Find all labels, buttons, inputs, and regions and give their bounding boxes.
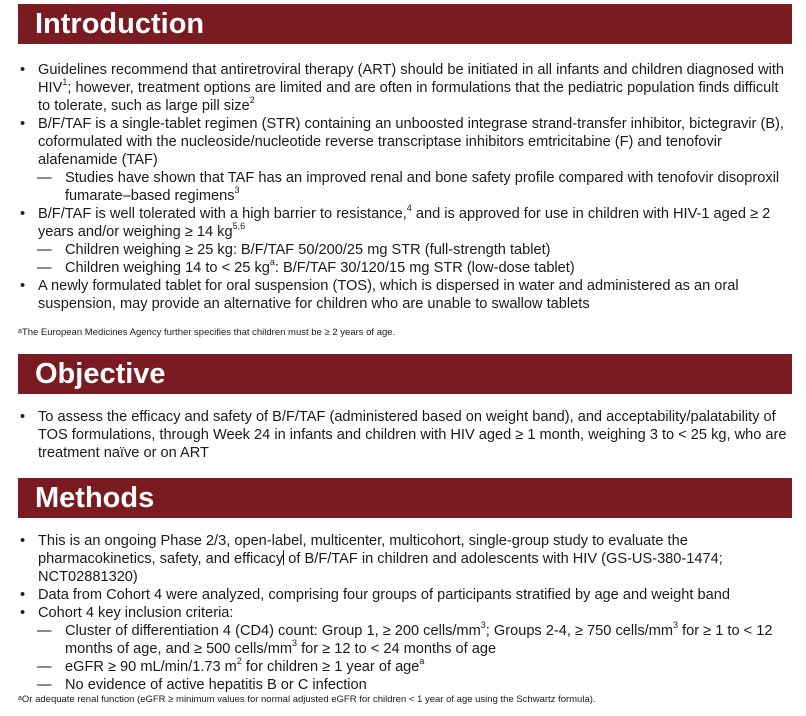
dash-icon: — bbox=[37, 260, 52, 276]
bullet-icon: • bbox=[20, 206, 26, 222]
bullet-icon: • bbox=[20, 605, 26, 621]
list-item: • This is an ongoing Phase 2/3, open-label, multicenter, multicohort, single-group study to evaluate the pharmacokinetics, safety, and efficacy of B/F/TAF in children and adolescents with HIV (GS-US-380-1474; NCT02881320) bbox=[20, 533, 723, 585]
methods-body bbox=[18, 532, 794, 694]
objective-banner bbox=[18, 354, 792, 394]
dash-icon: — bbox=[37, 659, 52, 675]
objective-body bbox=[18, 408, 794, 462]
sub-list-item: — Cluster of differentiation 4 (CD4) count: Group 1, ≥ 200 cells/$mm^3$; Groups 2-4, ≥ 750 cells/$mm^3$ for ≥ 1 to < 12 months of age, and ≥ 500 cells/$mm^3$ for ≥ 12 to < 24 months of age bbox=[37, 620, 773, 657]
dash-icon: — bbox=[37, 170, 52, 186]
methods-banner bbox=[18, 478, 792, 518]
list-item: • A newly formulated tablet for oral suspension (TOS), which is dispersed in water and administered as an oral suspension, may provide an alternative for children who are unable to swallow tablets bbox=[20, 278, 739, 312]
introduction-body bbox=[18, 61, 794, 313]
sub-list-item: — No evidence of active hepatitis B or C infection bbox=[37, 677, 367, 693]
list-item: • B/F/TAF is a single-tablet regimen (STR) containing an unboosted integrase strand-transfer inhibitor, bictegravir (B), coformulated with the nucleoside/nucleotide reverse transcriptase inhibitors emtricitabine (F) and tenofovir alafenamide (TAF) bbox=[20, 116, 784, 168]
introduction-footnote: $^a$The European Medicines Agency further specifies that children must be ≥ 2 years of age. bbox=[18, 327, 396, 338]
bullet-icon: • bbox=[20, 278, 26, 294]
dash-icon: — bbox=[37, 623, 52, 639]
dash-icon: — bbox=[37, 677, 52, 693]
list-item: • To assess the efficacy and safety of B/F/TAF (administered based on weight band), and acceptability/palatability of TOS formulations, through Week 24 in infants and children with HIV aged ≥ 1 month, weighing 3 to < 25 kg, who are treatment naïve or on ART bbox=[20, 409, 787, 461]
list-item: • B/F/TAF is well tolerated with a high barrier to resistance,$^4$ and is approved for use in children with HIV-1 aged ≥ 2 years and/or weighing ≥ 14 kg$^{5,6}$ bbox=[20, 203, 771, 240]
sub-list-item: — eGFR ≥ 90 mL/min/1.73 $m^2$ for children ≥ 1 year of age$^a$ bbox=[37, 656, 425, 675]
bullet-icon: • bbox=[20, 533, 26, 549]
methods-footnote: $^a$Or adequate renal function (eGFR ≥ minimum values for normal adjusted eGFR for children < 1 year of age using the Schwartz formula). bbox=[18, 694, 596, 705]
list-item: • Guidelines recommend that antiretroviral therapy (ART) should be initiated in all infants and children diagnosed with HIV$^1$; however, treatment options are limited and are often in formulations that the pediatric population finds difficult to tolerate, such as large pill size$^2$ bbox=[20, 62, 785, 114]
sub-list-item: — Children weighing ≥ 25 kg: B/F/TAF 50/200/25 mg STR (full-strength tablet) bbox=[37, 242, 551, 258]
dash-icon: — bbox=[37, 242, 52, 258]
introduction-banner bbox=[18, 4, 792, 44]
methods-title: Methods bbox=[35, 481, 155, 514]
bullet-icon: • bbox=[20, 116, 26, 132]
sub-list-item: — Studies have shown that TAF has an improved renal and bone safety profile compared with tenofovir disoproxil fumarate–based regimens$^3$ bbox=[37, 170, 780, 204]
list-item: • Data from Cohort 4 were analyzed, comprising four groups of participants stratified by age and weight band bbox=[20, 587, 730, 603]
bullet-icon: • bbox=[20, 62, 26, 78]
bullet-icon: • bbox=[20, 587, 26, 603]
sub-list-item: — Children weighing 14 to < 25 $kg^a$: B/F/TAF 30/120/15 mg STR (low-dose tablet) bbox=[37, 257, 575, 276]
list-item: • Cohort 4 key inclusion criteria: bbox=[20, 605, 234, 621]
objective-title: Objective bbox=[35, 357, 166, 390]
introduction-title: Introduction bbox=[35, 7, 205, 40]
bullet-icon: • bbox=[20, 409, 26, 425]
